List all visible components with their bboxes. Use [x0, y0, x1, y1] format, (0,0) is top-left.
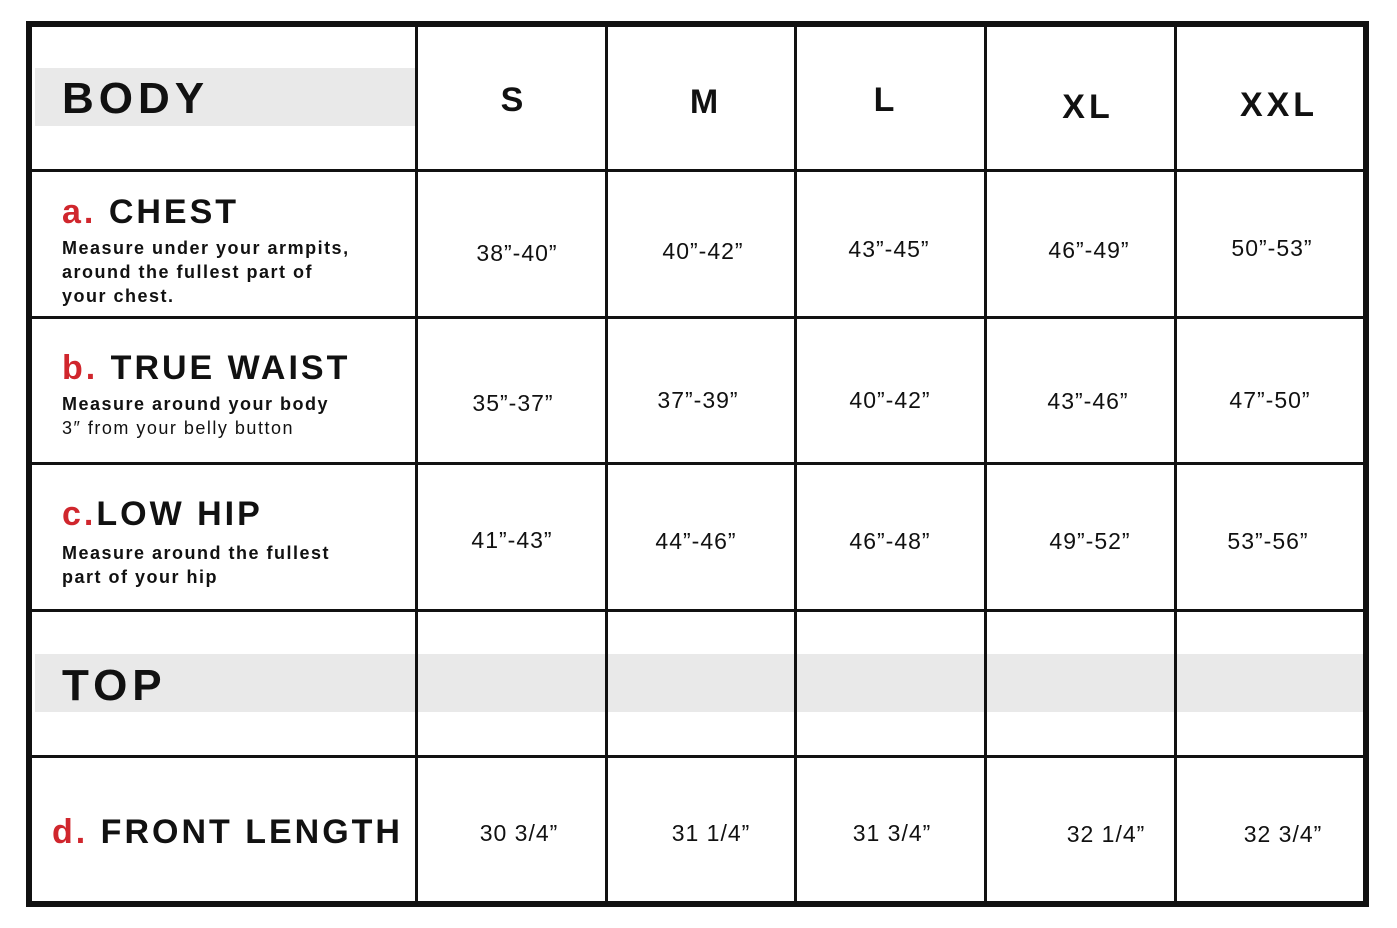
- value-length-xl: 32 1/4”: [1066, 821, 1146, 847]
- row-desc-line: your chest.: [62, 286, 175, 306]
- value-chest-l: 43”-45”: [848, 236, 930, 262]
- value-hip-xxl: 53”-56”: [1227, 528, 1309, 554]
- value-hip-m: 44”-46”: [655, 528, 737, 554]
- grid-hline-2: [32, 316, 1363, 319]
- value-waist-m: 37”-39”: [657, 387, 739, 413]
- row-title-chest: [62, 195, 239, 229]
- value-chest-xl: 46”-49”: [1048, 237, 1130, 263]
- value-length-s: 30 3/4”: [479, 820, 559, 846]
- grid-hline-4: [32, 609, 1363, 612]
- value-hip-xl: 49”-52”: [1049, 528, 1131, 554]
- size-chart-table: [26, 21, 1369, 907]
- grid-hline-3: [32, 462, 1363, 465]
- row-desc-line: Measure around your body: [62, 394, 330, 414]
- value-length-l: 31 3/4”: [852, 820, 932, 846]
- value-waist-l: 40”-42”: [849, 387, 931, 413]
- row-name-low-hip: LOW HIP: [96, 495, 263, 533]
- row-desc-line: Measure under your armpits,: [62, 238, 350, 258]
- value-hip-s: 41”-43”: [471, 527, 553, 553]
- value-length-m: 31 1/4”: [671, 820, 751, 846]
- value-waist-xl: 43”-46”: [1047, 388, 1129, 414]
- row-letter-c: c.: [62, 495, 97, 533]
- row-desc-low-hip: [62, 541, 330, 589]
- row-desc-line: 3″ from your belly button: [62, 418, 294, 438]
- value-waist-xxl: 47”-50”: [1229, 387, 1311, 413]
- top-header-band: [35, 654, 1363, 712]
- value-chest-xxl: 50”-53”: [1231, 235, 1313, 261]
- size-header-l: L: [873, 81, 899, 119]
- top-section-title: TOP: [62, 661, 167, 710]
- value-waist-s: 35”-37”: [472, 390, 554, 416]
- row-letter-d: d.: [52, 813, 89, 851]
- value-length-xxl: 32 3/4”: [1243, 821, 1323, 847]
- row-title-true-waist: [62, 351, 350, 385]
- size-header-m: M: [689, 83, 723, 121]
- row-letter-b: b.: [62, 349, 99, 387]
- row-title-low-hip: [62, 497, 263, 531]
- grid-hline-5: [32, 755, 1363, 758]
- value-chest-s: 38”-40”: [476, 240, 558, 266]
- size-header-xl: XL: [1062, 88, 1114, 126]
- size-header-s: S: [500, 81, 528, 119]
- row-title-front-length: [52, 815, 403, 849]
- body-section-title: BODY: [62, 74, 210, 123]
- row-name-chest: CHEST: [108, 193, 240, 231]
- row-desc-true-waist: [62, 392, 329, 440]
- row-desc-line: around the fullest part of: [62, 262, 314, 282]
- row-name-true-waist: TRUE WAIST: [110, 349, 351, 387]
- value-hip-l: 46”-48”: [849, 528, 931, 554]
- row-desc-line: Measure around the fullest: [62, 543, 331, 563]
- row-letter-a: a.: [62, 193, 97, 231]
- size-header-xxl: XXL: [1239, 86, 1319, 124]
- grid-hline-1: [32, 169, 1363, 172]
- row-name-front-length: FRONT LENGTH: [100, 813, 403, 851]
- value-chest-m: 40”-42”: [662, 238, 744, 264]
- row-desc-chest: [62, 236, 350, 308]
- row-desc-line: part of your hip: [62, 567, 218, 587]
